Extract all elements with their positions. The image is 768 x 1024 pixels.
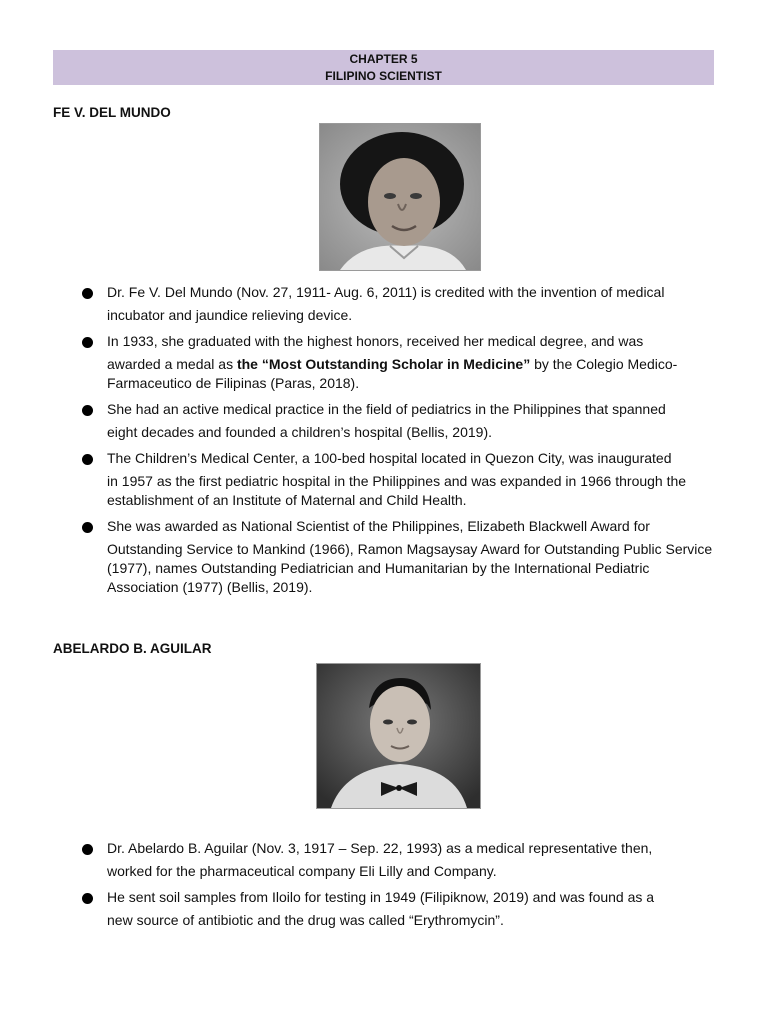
portrait-illustration <box>317 664 480 808</box>
list-item: She had an active medical practice in the field of pediatrics in the Philippines that spanned eight decades and founded a children’s hospital (Bellis, 2019). <box>53 400 718 442</box>
bullet-icon <box>82 454 93 465</box>
section-heading-del-mundo: FE V. DEL MUNDO <box>53 105 171 120</box>
chapter-title: FILIPINO SCIENTIST <box>325 69 442 83</box>
bullet-icon <box>82 337 93 348</box>
portrait-illustration <box>320 124 480 270</box>
chapter-banner <box>53 50 714 85</box>
bullet-icon <box>82 405 93 416</box>
list-item: She was awarded as National Scientist of the Philippines, Elizabeth Blackwell Award for Outstanding Service to Mankind (1966), Ramon Magsaysay Award for Outstanding Public Service (1977), names Outstanding Pediatrician and Humanitarian by the International Pediatric Association (1977) (Bellis, 2019). <box>53 517 718 597</box>
section-heading-aguilar: ABELARDO B. AGUILAR <box>53 641 212 656</box>
bullet-list-del-mundo <box>53 283 718 604</box>
list-item: Dr. Fe V. Del Mundo (Nov. 27, 1911- Aug. 6, 2011) is credited with the invention of medical incubator and jaundice relieving device. <box>53 283 718 325</box>
chapter-number: CHAPTER 5 <box>349 52 418 66</box>
bullet-list-aguilar <box>53 839 718 937</box>
bullet-icon <box>82 893 93 904</box>
bullet-icon <box>82 522 93 533</box>
list-item: In 1933, she graduated with the highest honors, received her medical degree, and was awarded a medal as the “Most Outstanding Scholar in Medicine” by the Colegio Medico-Farmaceutico de Filipinas (Paras, 2018). <box>53 332 718 393</box>
list-item: Dr. Abelardo B. Aguilar (Nov. 3, 1917 – Sep. 22, 1993) as a medical representative then, worked for the pharmaceutical company Eli Lilly and Company. <box>53 839 718 881</box>
list-item: The Children’s Medical Center, a 100-bed hospital located in Quezon City, was inaugurated in 1957 as the first pediatric hospital in the Philippines and was expanded in 1966 through the establishment of an Institute of Maternal and Child Health. <box>53 449 718 510</box>
portrait-photo-aguilar <box>316 663 481 809</box>
bullet-icon <box>82 288 93 299</box>
bullet-icon <box>82 844 93 855</box>
list-item: He sent soil samples from Iloilo for testing in 1949 (Filipiknow, 2019) and was found as a new source of antibiotic and the drug was called “Erythromycin”. <box>53 888 718 930</box>
award-title: the “Most Outstanding Scholar in Medicine” <box>236 356 531 372</box>
portrait-photo-del-mundo <box>319 123 481 271</box>
